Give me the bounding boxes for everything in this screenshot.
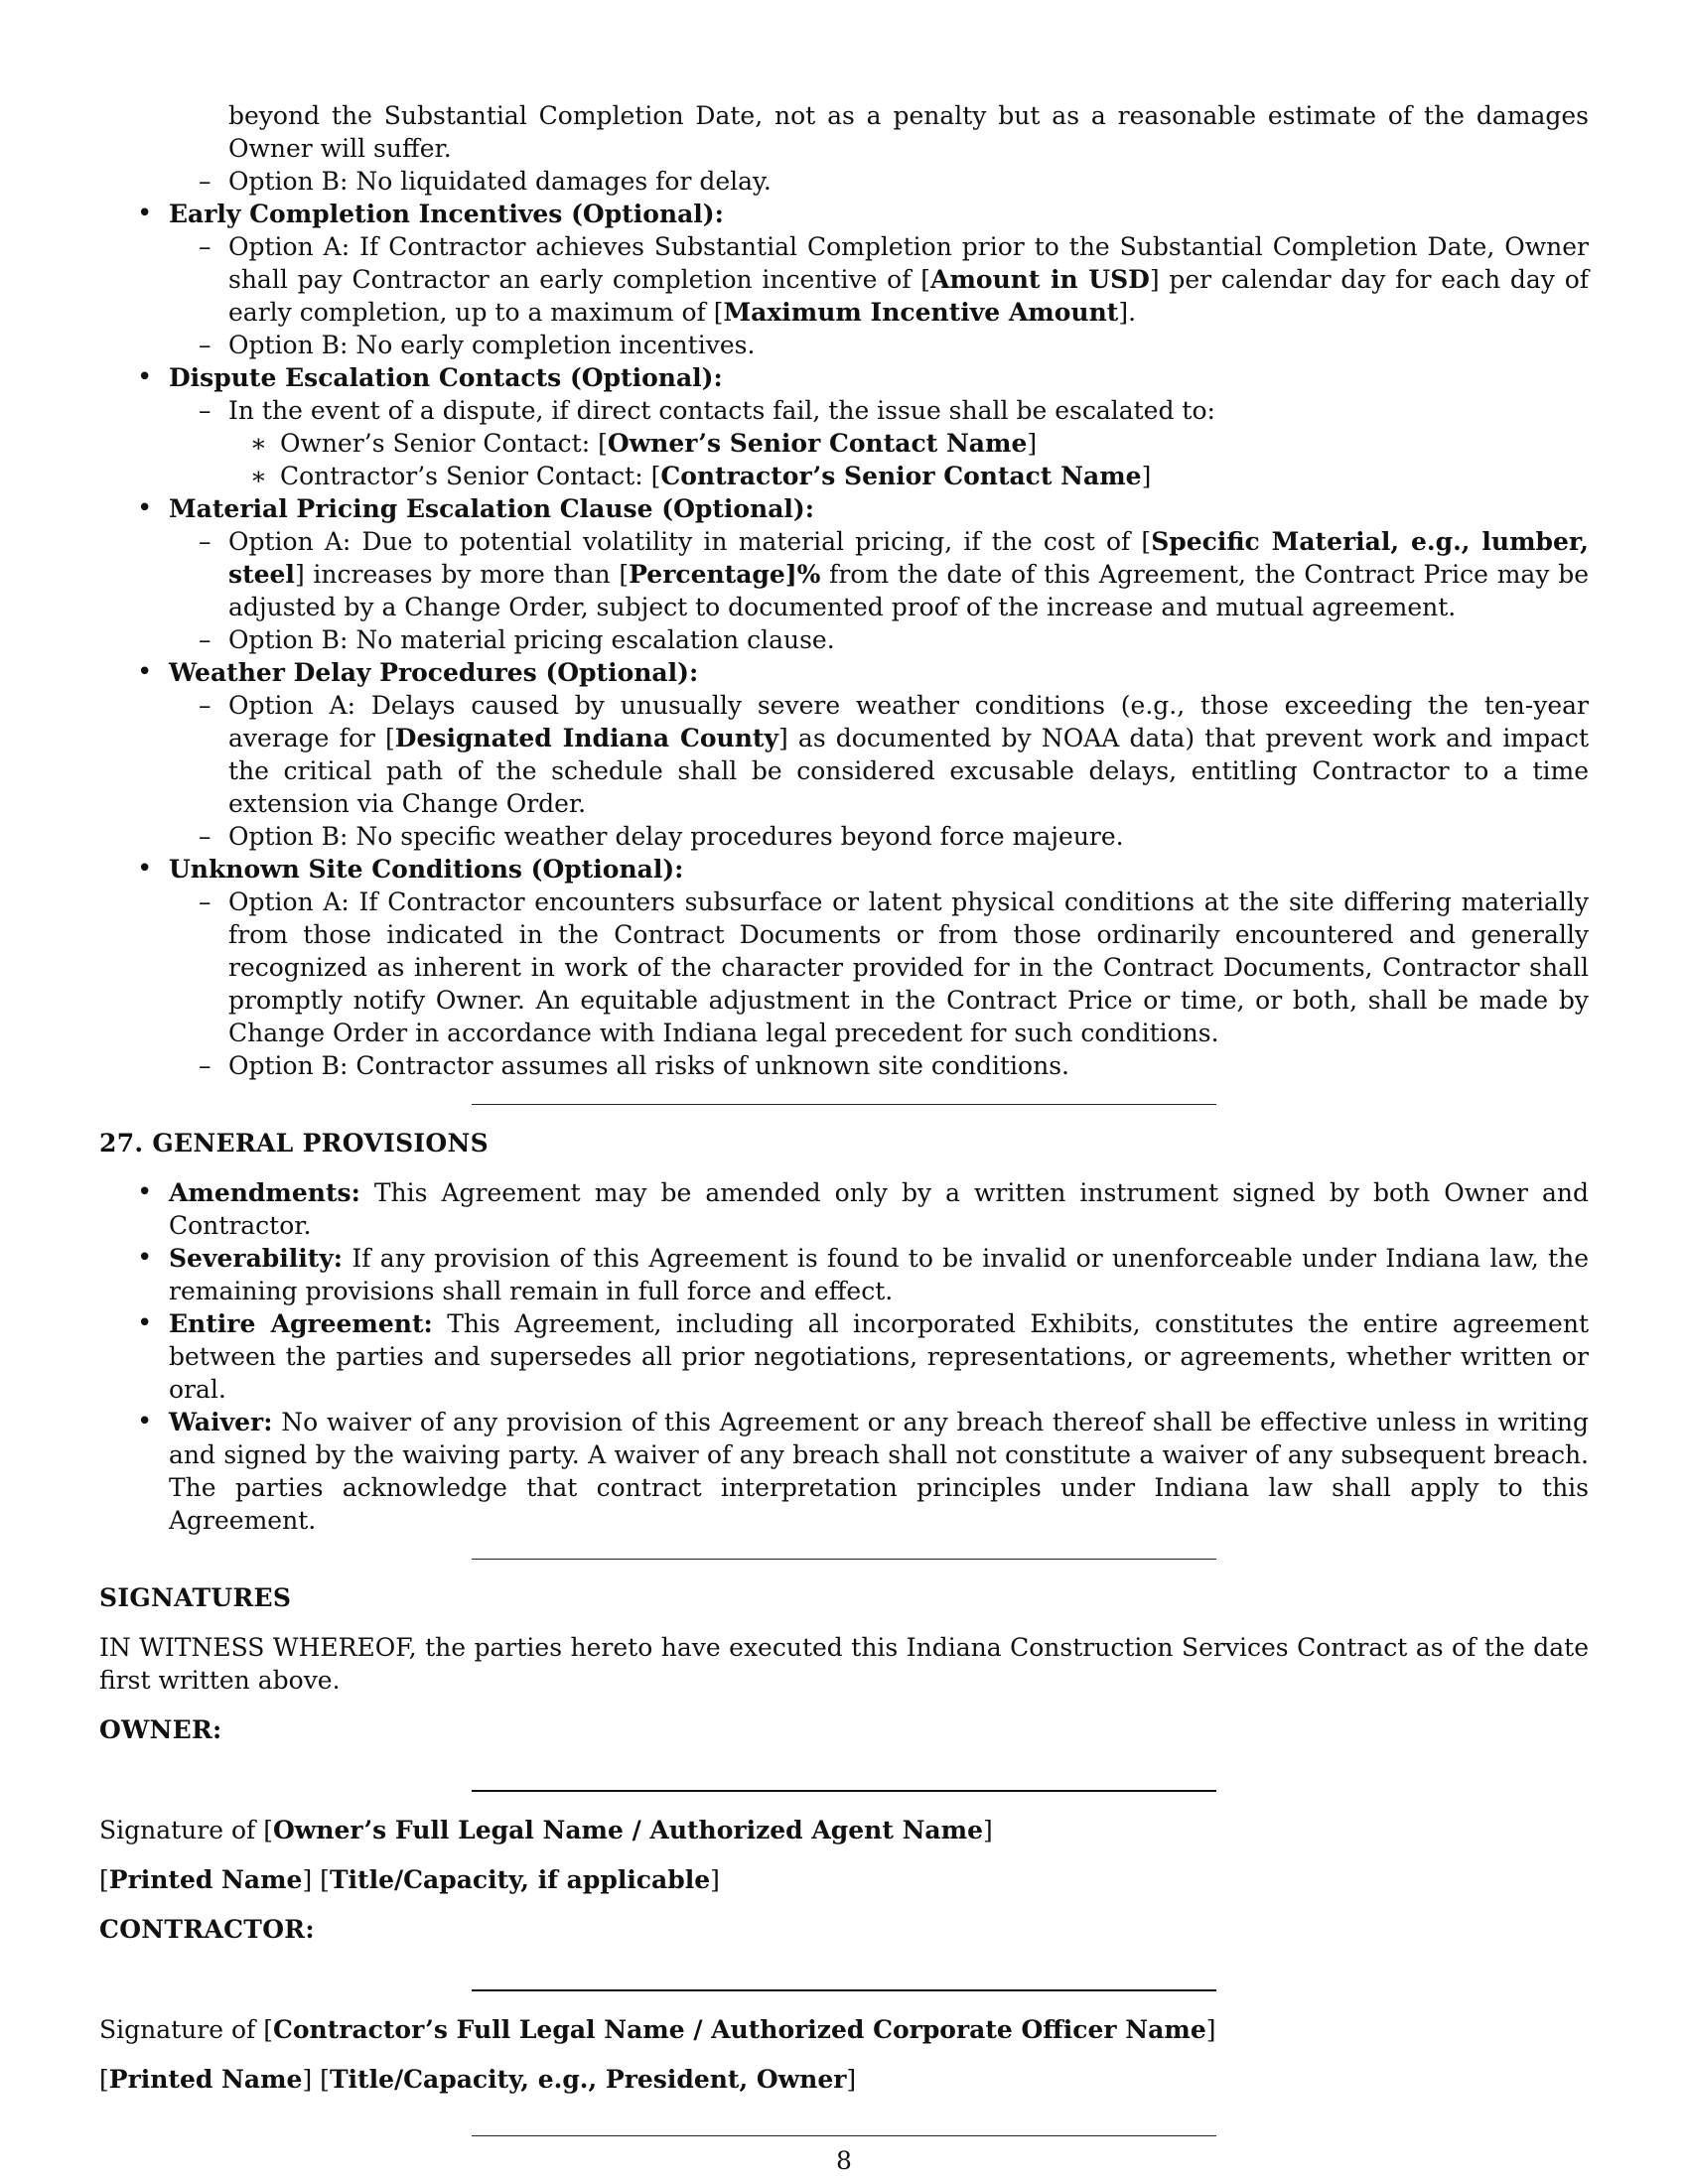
unknown-site-title: • Unknown Site Conditions (Optional): [99, 853, 1589, 886]
contractor-senior-contact: ∗ Contractor’s Senior Contact: [Contractor’s Senior Contact Name] [99, 460, 1589, 492]
owner-printed-name: [Printed Name] [Title/Capacity, if applicable] [99, 1865, 720, 1894]
signatures-heading: SIGNATURES [99, 1583, 292, 1612]
unknown-site-option-a: – Option A: If Contractor encounters subsurface or latent physical conditions at the site differing materially from those indicated in the Contract Documents or from those ordinarily encountered and generally recognized as inherent in work of the character provided for in the Contract Documents, Contractor shall promptly notify Owner. An equitable adjustment in the Contract Price or time, or both, shall be made by Change Order in accordance with Indiana legal precedent for such conditions. [99, 886, 1589, 1049]
owner-heading: OWNER: [99, 1715, 222, 1744]
general-provisions-heading: 27. GENERAL PROVISIONS [99, 1129, 490, 1158]
contractor-heading: CONTRACTOR: [99, 1915, 315, 1944]
owner-name-placeholder: Owner’s Full Legal Name / Authorized Agent Name [272, 1816, 983, 1844]
owner-signature-caption: Signature of [Owner’s Full Legal Name / Authorized Agent Name] [99, 1816, 993, 1844]
contractor-signature-caption: Signature of [Contractor’s Full Legal Name / Authorized Corporate Officer Name] [99, 2015, 1216, 2044]
provision-amendments: • Amendments: This Agreement may be amended only by a written instrument signed by both Owner and Contractor. [99, 1176, 1589, 1242]
unknown-site-option-b: – Option B: Contractor assumes all risks of unknown site conditions. [99, 1049, 1589, 1082]
early-completion-option-a: – Option A: If Contractor achieves Substantial Completion prior to the Substantial Completion Date, Owner shall pay Contractor an early completion incentive of [Amount in USD] per calendar day for each day of early completion, up to a maximum of [Maximum Incentive Amount]. [99, 230, 1589, 329]
weather-delay-title: • Weather Delay Procedures (Optional): [99, 656, 1589, 689]
specific-material-placeholder: Specific Material, e.g., lumber, steel [228, 527, 1589, 589]
provision-waiver: • Waiver: No waiver of any provision of this Agreement or any breach thereof shall be effective unless in writing and signed by the waiving party. A waiver of any breach shall not constitute a waiver of any subsequent breach. The parties acknowledge that contract interpretation principles under Indiana law shall apply to this Agreement. [99, 1406, 1589, 1537]
contractor-name-placeholder: Contractor’s Full Legal Name / Authorized Corporate Officer Name [272, 2015, 1206, 2044]
material-pricing-title: • Material Pricing Escalation Clause (Optional): [99, 492, 1589, 525]
page-number: 8 [836, 2146, 852, 2175]
dispute-escalation-intro: – In the event of a dispute, if direct contacts fail, the issue shall be escalated to: [99, 394, 1589, 427]
material-pricing-option-b: – Option B: No material pricing escalation clause. [99, 623, 1589, 656]
liquidated-damages-option-b: – Option B: No liquidated damages for delay. [99, 165, 1589, 198]
section-divider [472, 2135, 1216, 2136]
early-completion-option-b: – Option B: No early completion incentives. [99, 329, 1589, 361]
dispute-escalation-title: • Dispute Escalation Contacts (Optional): [99, 361, 1589, 394]
owner-senior-contact: ∗ Owner’s Senior Contact: [Owner’s Senior Contact Name] [99, 427, 1589, 460]
county-placeholder: Designated Indiana County [394, 724, 778, 752]
percentage-placeholder: Percentage [629, 560, 785, 589]
contractor-printed-name: [Printed Name] [Title/Capacity, e.g., President, Owner] [99, 2065, 857, 2094]
general-provisions-list [99, 1176, 1589, 1537]
early-completion-title: • Early Completion Incentives (Optional): [99, 198, 1589, 230]
provision-entire-agreement: • Entire Agreement: This Agreement, including all incorporated Exhibits, constitutes the entire agreement between the parties and supersedes all prior negotiations, representations, or agreements, whether written or oral. [99, 1307, 1589, 1406]
liquidated-damages-continuation: beyond the Substantial Completion Date, not as a penalty but as a reasonable estimate of the damages Owner will suffer. [228, 101, 1589, 163]
owner-senior-contact-placeholder: Owner’s Senior Contact Name [607, 429, 1028, 458]
weather-delay-option-a: – Option A: Delays caused by unusually severe weather conditions (e.g., those exceeding the ten-year average for [Designated Indiana County] as documented by NOAA data) that prevent work and impact the critical path of the schedule shall be considered excusable delays, entitling Contractor to a time extension via Change Order. [99, 689, 1589, 820]
page-content [99, 99, 1589, 2136]
contractor-senior-contact-placeholder: Contractor’s Senior Contact Name [660, 462, 1142, 490]
material-pricing-option-a: – Option A: Due to potential volatility in material pricing, if the cost of [Specific Material, e.g., lumber, steel] increases by more than [Percentage]% from the date of this Agreement, the Contract Price may be adjusted by a Change Order, subject to documented proof of the increase and mutual agreement. [99, 525, 1589, 623]
amount-placeholder: Amount in USD [930, 265, 1150, 294]
weather-delay-option-b: – Option B: No specific weather delay procedures beyond force majeure. [99, 820, 1589, 853]
witness-statement: IN WITNESS WHEREOF, the parties hereto have executed this Indiana Construction Services Contract as of the date first written above. [99, 1633, 1589, 1695]
provision-severability: • Severability: If any provision of this Agreement is found to be invalid or unenforceable under Indiana law, the remaining provisions shall remain in full force and effect. [99, 1242, 1589, 1307]
max-incentive-placeholder: Maximum Incentive Amount [723, 298, 1119, 327]
